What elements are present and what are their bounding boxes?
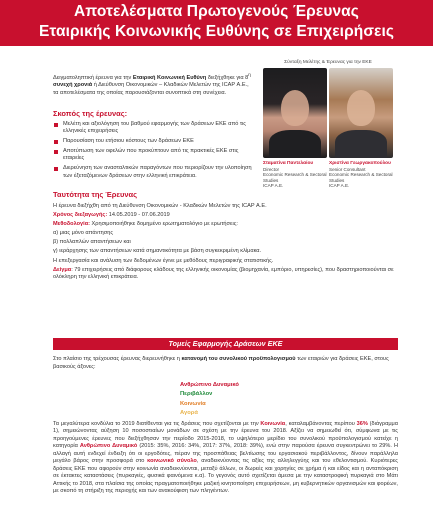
intro-text-mid: διεξήχθηκε για 8 [206, 74, 249, 81]
period-value: 14.05.2019 - 07.06.2019 [107, 212, 170, 219]
intro-text-pre: Δειγματοληπτική έρευνα για την [53, 74, 133, 81]
identity-method [53, 221, 398, 229]
areas-intro-paragraph [53, 356, 398, 371]
intro-bold-year: συνεχή χρονιά [53, 82, 93, 89]
goals-list [53, 121, 253, 182]
sample-value: : 79 επιχειρήσεις από διάφορους κλάδους της ελληνικής οικονομίας (βιομηχανία, εμπόριο, υπηρεσίες), που δραστηριοποιούνται σε ολόκληρη την ελληνική επικράτεια. [53, 266, 394, 281]
author-role-2: Senior Consultant [329, 166, 366, 172]
findings-bold-society: Κοινωνία [260, 421, 286, 427]
goal-item: Μελέτη και αξιολόγηση του βαθμού εφαρμογής των δράσεων ΕΚΕ από τις ελληνικές επιχειρήσεις [53, 121, 253, 136]
findings-text-1: Τα μεγαλύτερα κονδύλια το 2019 διατίθενται για τις δράσεις που σχετίζονται με την [53, 421, 261, 427]
title-banner [0, 0, 433, 46]
identity-section [53, 203, 398, 283]
areas-intro-pre: Στο πλαίσιο της τρέχουσας έρευνας διερευνήθηκε η [53, 356, 182, 362]
goal-item: Αποτύπωση των οφελών που προκύπτουν από τις πρακτικές ΕΚΕ στις εταιρείες [53, 148, 253, 163]
author-name-1: Σταματίνα Παντελαίου [263, 161, 314, 166]
author-card-2 [329, 161, 393, 189]
findings-bold-percent: 36% [356, 421, 368, 427]
findings-text-5: , αναδεικνύοντας τις αξίες της αλληλεγγύης και του εθελοντισμού. Κυριότερες δράσεις ΕΚΕ που αφορούν στην κοινωνία αναδεικνύονται, μεταξύ άλλων, οι δωρεές και χορηγίες σε χρήμα ή και είδος και η ανταπόκριση σε έκτακτες καταστάσεις (πυρκαγιές, φυσικά φαινόμενα κ.α). Το γεγονός αυτό σχετίζεται άμεσα με την καταστροφική πυρκαγιά στο Μάτι Αττικής το 2018, στα πλαίσια της οποίας πραγματοποιήθηκε μαζική κινητοποίηση επιχειρήσεων, μη κυβερνητικών οργανισμών και φορέων, με σκοπό τη στήριξη της περιοχής και των ανακούφιση των πληγέντων. [53, 458, 398, 495]
identity-period [53, 212, 398, 220]
findings-bold-human-resources: Ανθρώπινο Δυναμικό [79, 443, 138, 450]
intro-bold-topic: Εταιρική Κοινωνική Ευθύνη [132, 74, 207, 81]
area-environment: Περιβάλλον [180, 391, 213, 398]
question-type-b: β) πολλαπλών απαντήσεων και [53, 239, 131, 246]
author-body-2 [335, 130, 387, 158]
author-role-1: Director [263, 166, 280, 172]
areas-section-bar: Τομείς Εφαρμογής Δράσεων ΕΚΕ [53, 338, 398, 350]
areas-list [180, 381, 300, 419]
method-value: Χρησιμοποιήθηκε δομημένο ερωτηματολόγιο με ερωτήσεις: [90, 221, 238, 228]
period-label: Χρόνος διεξαγωγής: [53, 212, 108, 219]
area-society: Κοινωνία [180, 400, 206, 407]
area-market: Αγορά [180, 410, 198, 417]
author-dept-1: Economic Research & Sectoral Studies [263, 172, 327, 183]
author-photo-1 [263, 68, 327, 158]
identity-sample [53, 267, 398, 282]
identity-heading: Ταυτότητα της Έρευνας [53, 190, 138, 199]
goal-item: Παρουσίαση του ετήσιου κόστους των δράσεων ΕΚΕ [53, 138, 253, 145]
author-company-1: ICAP A.E. [263, 183, 284, 189]
areas-intro-post: των εταιριών για δράσεις ΕΚΕ, στους βασικούς άξονες: [53, 356, 389, 370]
question-type-a: α) μιας μόνο απάντησης [53, 230, 114, 237]
method-label: Μεθοδολογία: [53, 221, 90, 228]
intro-superscript: η [248, 72, 251, 77]
author-face-1 [281, 90, 309, 126]
identity-processing: Η επεξεργασία και ανάλυση των δεδομένων έγινε με μεθόδους περιγραφικής στατιστικής. [53, 257, 274, 264]
question-type-c: γ) ιεράρχησης των απαντήσεων κατά σημαντικότητα με βάση συγκεκριμένη κλίμακα. [53, 248, 262, 255]
author-body-1 [269, 130, 321, 158]
findings-text-3: (διάγραμμα 1), σημειώνοντας αύξηση 10 ποσοστιαίων μονάδων σε σχέση με την έρευνα του 2018. Αξίζει να σημειωθεί ότι, σύμφωνα με τις προηγούμενες έρευνες που διεξήχθησαν την περίοδο 2015-2018, το υψηλότερο μερίδιο του συνολικού προϋπολογισμού κατείχε η κατηγορία [53, 421, 399, 450]
page-title-line-1: Αποτελέσματα Πρωτογενούς Έρευνας [74, 3, 359, 20]
area-human-resources: Ανθρώπινο Δυναμικό [180, 382, 239, 388]
findings-text-4: (2015: 35%, 2016: 34%, 2017: 37%, 2018: 39%), ενώ στην παρούσα έρευνα συγκεντρώνει το 29%. Η αλλαγή αυτή ενδεχεί ένδειξη ότι οι εργοδότες, πέραν της προσπάθειας βελτίωσης του εργασιακού περιβάλλοντος, δίνουν παράλληλα μεγάλο βάρος στην προσφορά στο [53, 443, 398, 465]
intro-text-post: ή Διεύθυνση Οικονομικών – Κλαδικών Μελετών της ICAP Α.Ε., τα αποτελέσματα της οποίας παρουσιάζονται συνοπτικά στη συνέχεια. [53, 82, 249, 97]
author-company-2: ICAP A.E. [329, 183, 350, 189]
sample-label: Δείγμα [53, 266, 72, 273]
author-photo-2 [329, 68, 393, 158]
authors-panel [261, 60, 395, 203]
authors-caption: Σύνταξη Μελέτης & Έρευνας για την ΕΚΕ [284, 60, 372, 65]
author-card-1 [263, 161, 327, 189]
goals-heading: Σκοπός της έρευνας: [53, 109, 128, 118]
findings-paragraph [53, 421, 398, 496]
goal-item: Διερεύνηση των ανασταλτικών παραγόντων που περιορίζουν την υλοποίηση των έξεταζόμενων δράσεων στην ελληνική επικράτεια. [53, 165, 253, 180]
author-face-2 [347, 90, 375, 126]
author-dept-2: Economic Research & Sectoral Studies [329, 172, 393, 183]
intro-paragraph [53, 71, 253, 98]
identity-conducted-by: Η έρευνα διεξήχθη από τη Διεύθυνση Οικονομικών - Κλαδικών Μελετών της ICAP Α.Ε. [53, 203, 267, 209]
areas-intro-bold: κατανομή του συνολικού προϋπολογισμού [181, 356, 296, 362]
author-name-2: Χριστίνα Γεωργακοπούλου [329, 161, 391, 166]
page-title-line-2: Εταιρικής Κοινωνικής Ευθύνης σε Επιχειρήσεις [38, 23, 395, 40]
findings-text-2: , καταλαμβάνοντας περίπου [285, 421, 357, 427]
findings-bold-society-whole: κοινωνικό σύνολο [147, 458, 197, 465]
